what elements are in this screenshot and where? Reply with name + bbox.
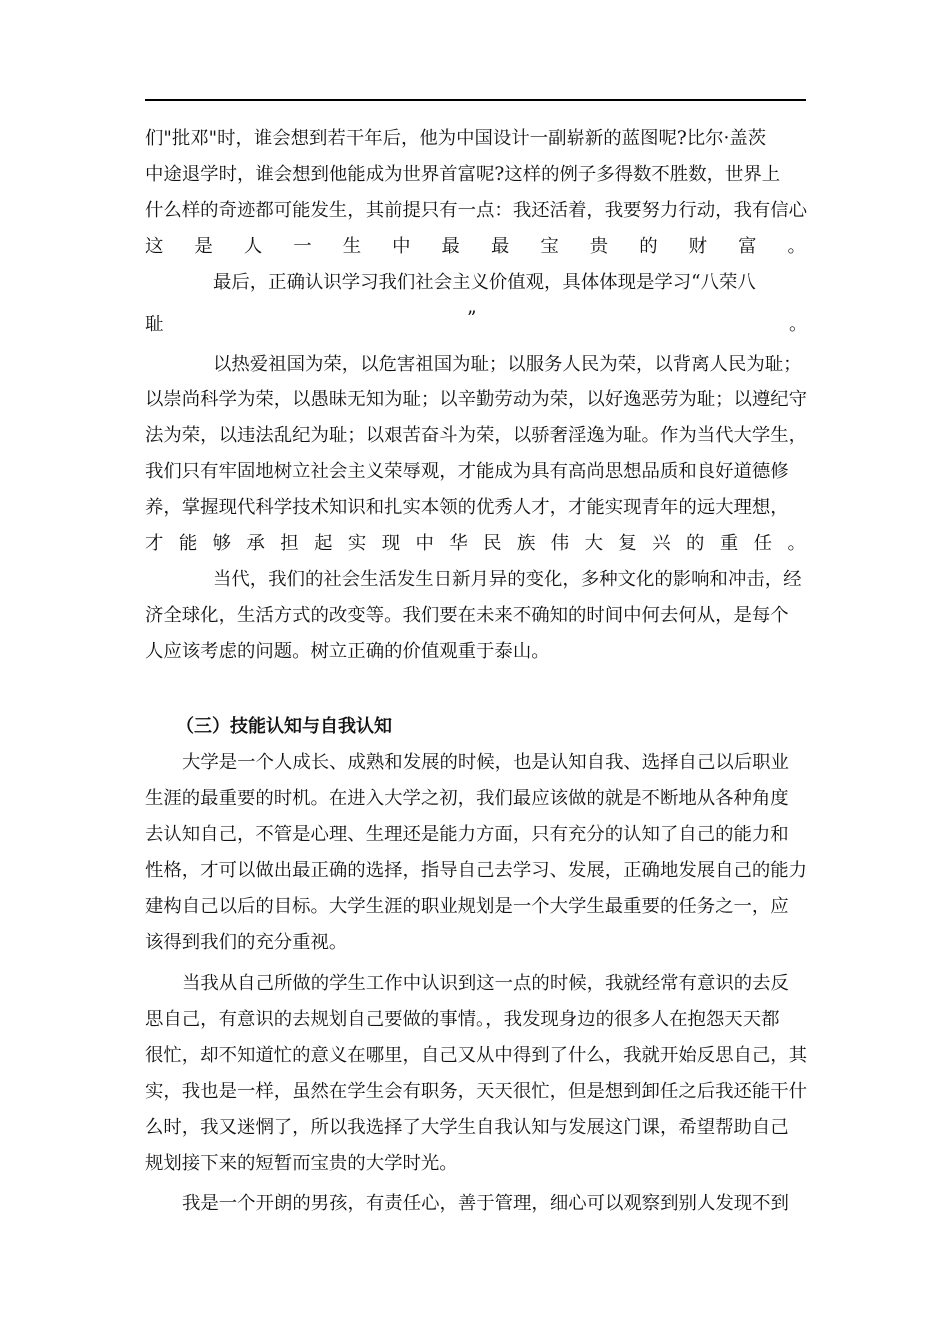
char: 贵 <box>589 236 609 257</box>
text-line: 建构自己以后的目标。大学生涯的职业规划是一个大学生最重要的任务之一，应 <box>145 896 789 917</box>
char: 任 <box>753 533 773 554</box>
char: 才 <box>145 533 164 554</box>
text-line: 我是一个开朗的男孩，有责任心，善于管理，细心可以观察到别人发现不到 <box>182 1193 789 1214</box>
text-line: 该得到我们的充分重视。 <box>145 932 348 953</box>
justified-line <box>145 235 806 259</box>
text-line: 中途退学时，谁会想到他能成为世界首富呢?这样的例子多得数不胜数，世界上 <box>145 164 781 185</box>
text-line: 以崇尚科学为荣，以愚昧无知为耻；以辛勤劳动为荣，以好逸恶劳为耻；以遵纪守 <box>145 389 808 410</box>
period: 。 <box>789 314 808 335</box>
char: 担 <box>280 533 299 554</box>
text-line: 最后，正确认识学习我们社会主义价值观，具体体现是学习“八荣八 <box>213 272 756 293</box>
char: 承 <box>246 533 265 554</box>
justified-line <box>145 532 806 556</box>
char: 伟 <box>550 533 570 554</box>
char: 一 <box>293 236 312 257</box>
char: 大 <box>584 533 603 554</box>
text-line: 性格，才可以做出最正确的选择，指导自己去学习、发展，正确地发展自己的能力 <box>145 860 808 881</box>
char: 宝 <box>540 236 559 257</box>
char: 财 <box>688 236 708 257</box>
text-line: 们"批邓"时，谁会想到若干年后，他为中国设计一副崭新的蓝图呢?比尔·盖茨 <box>145 128 767 149</box>
char: 重 <box>719 533 739 554</box>
char: 能 <box>178 533 198 554</box>
text-line: 我们只有牢固地树立社会主义荣辱观，才能成为具有高尚思想品质和良好道德修 <box>145 461 789 482</box>
text-line: 规划接下来的短暂而宝贵的大学时光。 <box>145 1153 458 1174</box>
char: 民 <box>483 533 502 554</box>
char: 起 <box>314 533 333 554</box>
closing-quote: ” <box>467 308 477 329</box>
char: 这 <box>145 236 164 257</box>
char: 的 <box>686 533 705 554</box>
char: 。 <box>787 533 806 554</box>
text-line: 法为荣，以违法乱纪为耻；以艰苦奋斗为荣，以骄奢淫逸为耻。作为当代大学生， <box>145 425 808 446</box>
text-line: 什么样的奇迹都可能发生，其前提只有一点：我还活着，我要努力行动，我有信心 <box>145 200 808 221</box>
char: 族 <box>516 533 536 554</box>
char: 中 <box>392 236 411 257</box>
text-line: 去认知自己，不管是心理、生理还是能力方面，只有充分的认知了自己的能力和 <box>145 824 789 845</box>
char: 华 <box>449 533 468 554</box>
char: 中 <box>415 533 434 554</box>
char: 是 <box>194 236 213 257</box>
char: 。 <box>787 236 806 257</box>
section-heading: （三）技能认知与自我认知 <box>176 716 392 737</box>
char: 富 <box>738 236 757 257</box>
text-line: 实，我也是一样，虽然在学生会有职务，天天很忙，但是想到卸任之后我还能干什 <box>145 1081 808 1102</box>
header-rule <box>145 99 806 101</box>
text-line: 人应该考虑的问题。树立正确的价值观重于泰山。 <box>145 641 550 662</box>
text-line: 思自己，有意识的去规划自己要做的事情。，我发现身边的很多人在抱怨天天都 <box>145 1009 780 1030</box>
text-line: 大学是一个人成长、成熟和发展的时候，也是认知自我、选择自己以后职业 <box>182 752 789 773</box>
char: 的 <box>639 236 658 257</box>
char: 生 <box>342 236 362 257</box>
text-line: 济全球化，生活方式的改变等。我们要在未来不确知的时间中何去何从，是每个 <box>145 605 789 626</box>
char: 够 <box>212 533 232 554</box>
char: 最 <box>441 236 460 257</box>
text-line: 很忙，却不知道忙的意义在哪里，自己又从中得到了什么，我就开始反思自己，其 <box>145 1045 808 1066</box>
text-fragment: 耻 <box>145 314 164 335</box>
char: 最 <box>490 236 510 257</box>
char: 实 <box>347 533 367 554</box>
char: 人 <box>243 236 263 257</box>
text-line: 生涯的最重要的时机。在进入大学之初，我们最应该做的就是不断地从各种角度 <box>145 788 789 809</box>
text-line: 当我从自己所做的学生工作中认识到这一点的时候，我就经常有意识的去反 <box>182 973 789 994</box>
char: 复 <box>618 533 637 554</box>
text-line: 以热爱祖国为荣，以危害祖国为耻；以服务人民为荣，以背离人民为耻； <box>213 354 802 375</box>
text-line: 养，掌握现代科学技术知识和扎实本领的优秀人才，才能实现青年的远大理想， <box>145 497 789 518</box>
char: 现 <box>381 533 401 554</box>
text-line: 么时，我又迷惘了，所以我选择了大学生自我认知与发展这门课，希望帮助自己 <box>145 1117 789 1138</box>
text-line: 当代，我们的社会生活发生日新月异的变化，多种文化的影响和冲击，经 <box>213 569 802 590</box>
char: 兴 <box>652 533 671 554</box>
